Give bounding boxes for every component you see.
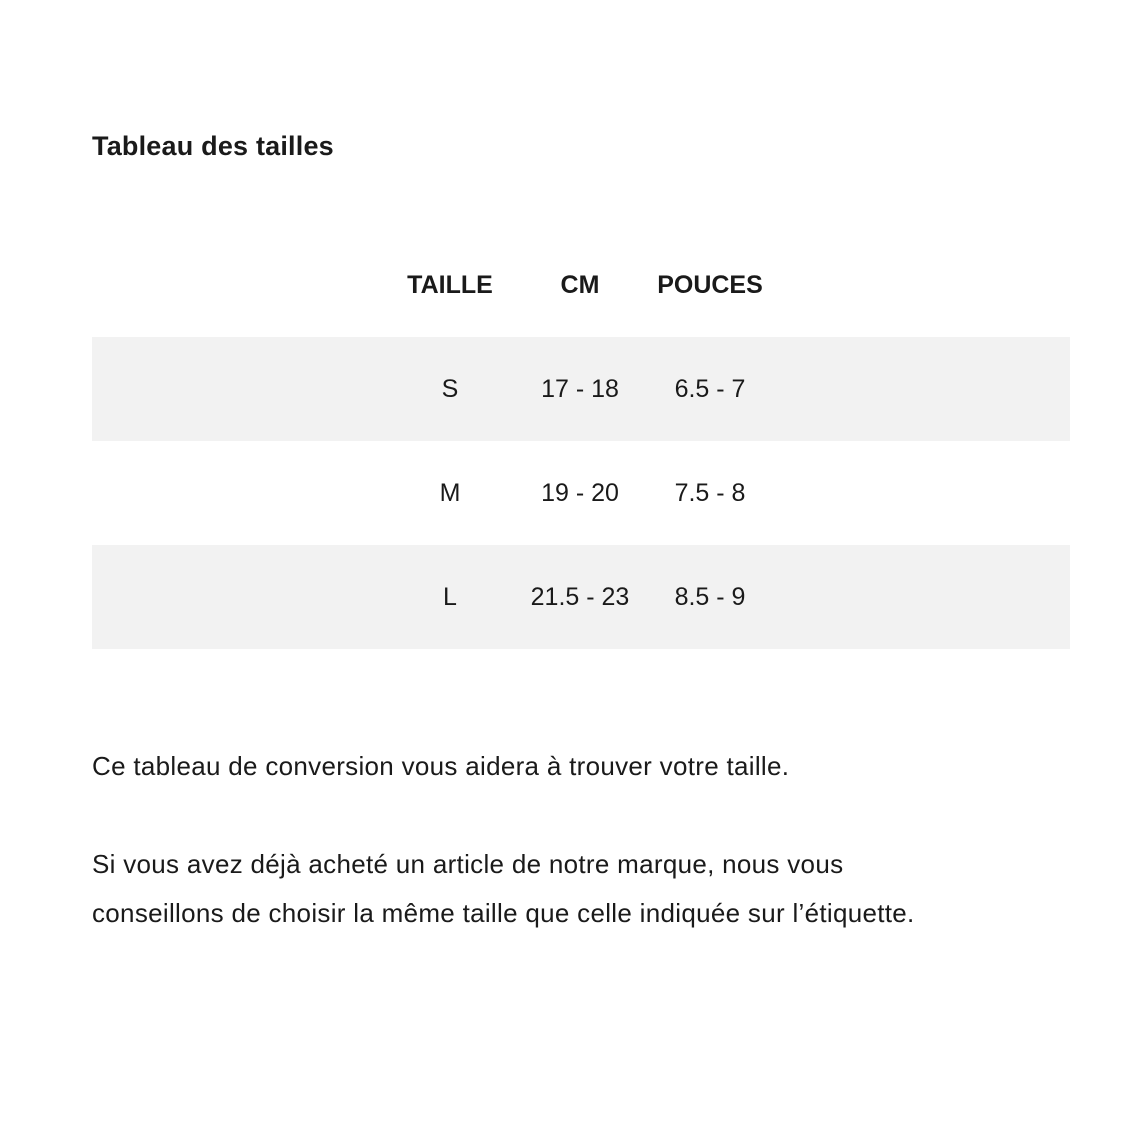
header-pouces: POUCES (657, 271, 763, 299)
cell-cm: 21.5 - 23 (530, 583, 630, 611)
cell-taille: L (443, 583, 457, 611)
cell-cm: 19 - 20 (541, 479, 619, 507)
conversion-note: Ce tableau de conversion vous aidera à trouver votre taille. (92, 751, 790, 781)
table-row (92, 545, 1070, 649)
header-cm: CM (560, 271, 600, 299)
table-header (92, 250, 1070, 320)
header-taille: TAILLE (407, 271, 493, 299)
size-table (92, 250, 1070, 649)
page-title: Tableau des tailles (92, 131, 334, 161)
cell-cm: 17 - 18 (541, 375, 619, 403)
cell-taille: S (441, 375, 459, 403)
cell-pouces: 6.5 - 7 (674, 375, 746, 403)
table-row (92, 337, 1070, 441)
table-row (92, 441, 1070, 545)
cell-pouces: 8.5 - 9 (674, 583, 746, 611)
advice-line-1: Si vous avez déjà acheté un article de notre marque, nous vous (92, 849, 844, 879)
cell-taille: M (439, 479, 461, 507)
advice-paragraph (92, 840, 1082, 938)
cell-pouces: 7.5 - 8 (674, 479, 746, 507)
advice-line-2: conseillons de choisir la même taille que celle indiquée sur l’étiquette. (92, 898, 915, 928)
